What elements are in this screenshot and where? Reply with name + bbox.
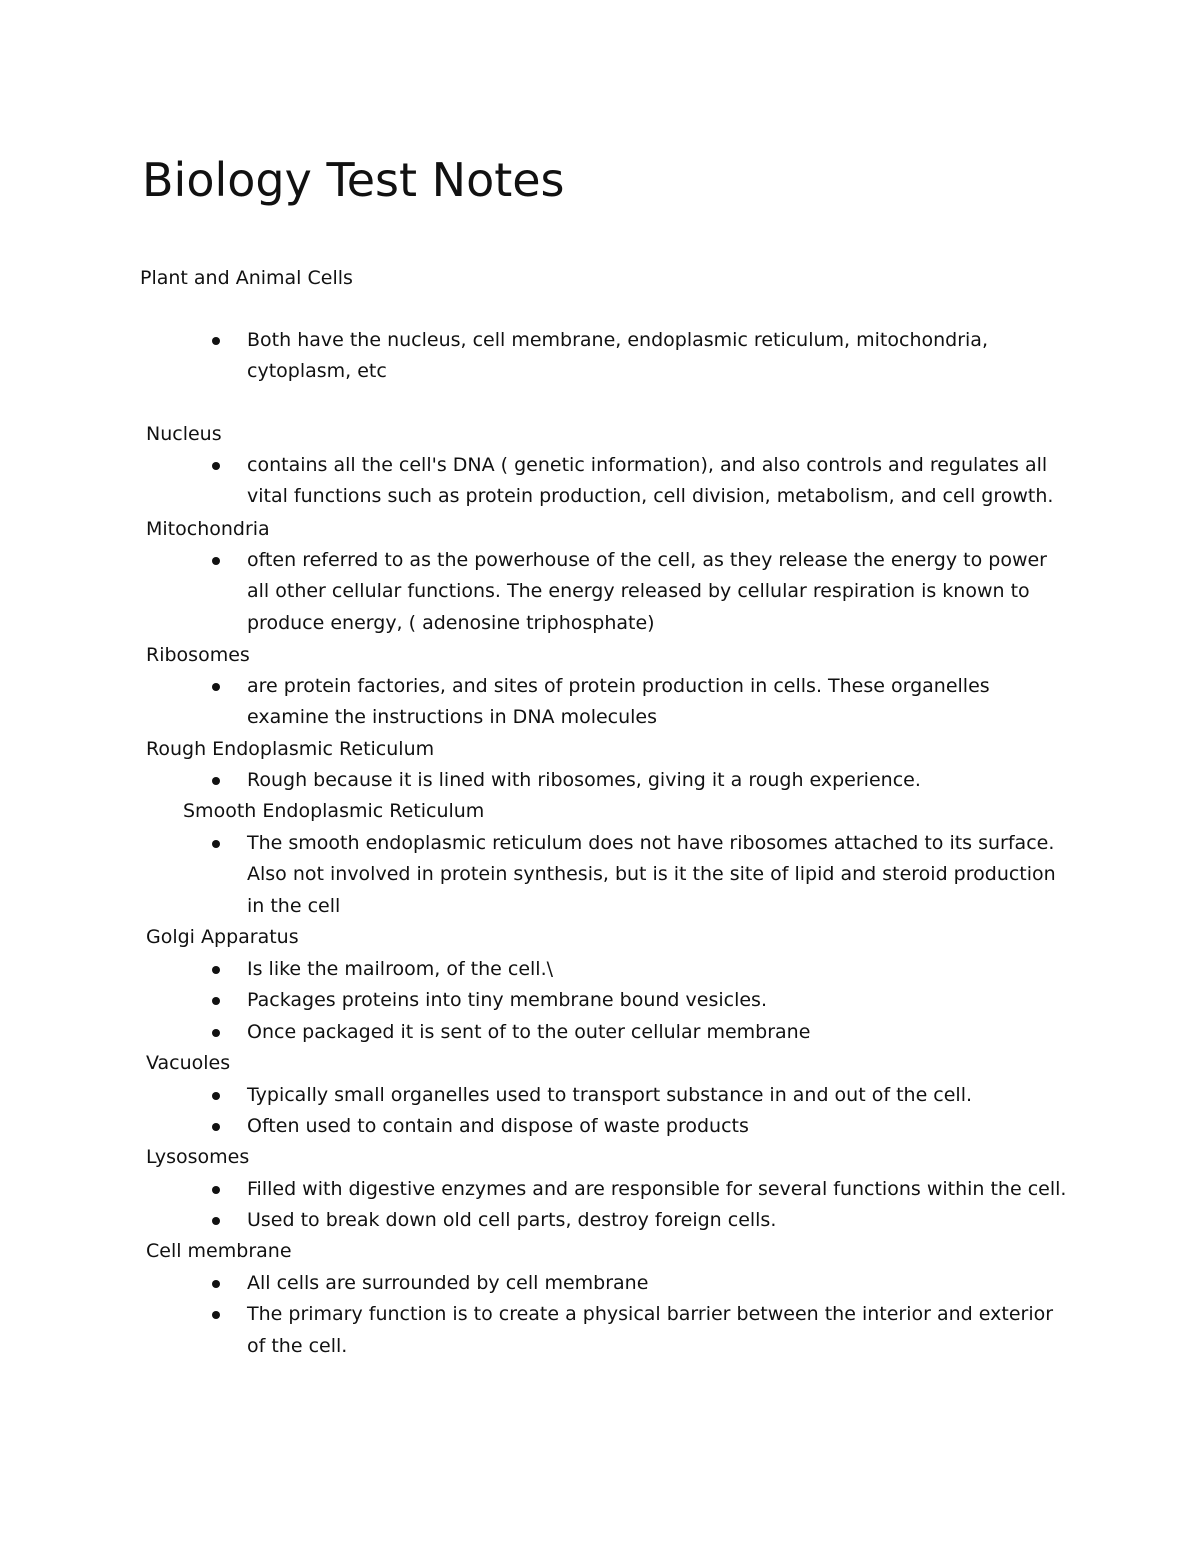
- bullet-list-golgi: [210, 954, 1070, 1048]
- bullet-icon: [212, 1123, 220, 1131]
- bullet-list-rough-er: [210, 765, 1070, 796]
- section-heading-vacuoles: Vacuoles: [146, 1052, 231, 1074]
- list-item: Filled with digestive enzymes and are responsible for several functions within the cell.: [210, 1174, 1070, 1205]
- bullet-icon: [212, 683, 220, 691]
- section-heading-smooth-er: Smooth Endoplasmic Reticulum: [183, 800, 485, 822]
- bullet-list-plant-animal-cells: [210, 325, 1070, 388]
- list-item: The smooth endoplasmic reticulum does not have ribosomes attached to its surface. Also not involved in protein synthesis, but is it the site of lipid and steroid production in the cell: [210, 828, 1070, 922]
- section-heading-lysosomes: Lysosomes: [146, 1146, 250, 1168]
- bullet-icon: [212, 1217, 220, 1225]
- bullet-list-smooth-er: [210, 828, 1070, 922]
- bullet-icon: [212, 840, 220, 848]
- list-item: often referred to as the powerhouse of the cell, as they release the energy to power all other cellular functions. The energy released by cellular respiration is known to produce energy, ( adenosine triphosphate): [210, 545, 1070, 639]
- bullet-icon: [212, 1311, 220, 1319]
- list-item: Both have the nucleus, cell membrane, endoplasmic reticulum, mitochondria, cytoplasm, etc: [210, 325, 1070, 388]
- list-item: Rough because it is lined with ribosomes, giving it a rough experience.: [210, 765, 1070, 796]
- list-item: Typically small organelles used to transport substance in and out of the cell.: [210, 1080, 1070, 1111]
- section-heading-plant-animal-cells: Plant and Animal Cells: [140, 267, 353, 289]
- bullet-list-lysosomes: [210, 1174, 1070, 1237]
- section-heading-golgi: Golgi Apparatus: [146, 926, 299, 948]
- list-item: are protein factories, and sites of protein production in cells. These organelles examine the instructions in DNA molecules: [210, 671, 1070, 734]
- list-item: The primary function is to create a physical barrier between the interior and exterior of the cell.: [210, 1299, 1070, 1362]
- bullet-icon: [212, 557, 220, 565]
- list-item: All cells are surrounded by cell membrane: [210, 1268, 1070, 1299]
- section-heading-rough-er: Rough Endoplasmic Reticulum: [146, 738, 435, 760]
- bullet-list-nucleus: [210, 450, 1070, 513]
- list-item: Used to break down old cell parts, destroy foreign cells.: [210, 1205, 1070, 1236]
- list-item: Once packaged it is sent of to the outer cellular membrane: [210, 1017, 1070, 1048]
- section-heading-ribosomes: Ribosomes: [146, 644, 250, 666]
- bullet-icon: [212, 997, 220, 1005]
- bullet-icon: [212, 1029, 220, 1037]
- bullet-icon: [212, 462, 220, 470]
- bullet-icon: [212, 1186, 220, 1194]
- bullet-icon: [212, 1092, 220, 1100]
- bullet-icon: [212, 337, 220, 345]
- section-heading-nucleus: Nucleus: [146, 423, 222, 445]
- section-heading-mitochondria: Mitochondria: [146, 518, 270, 540]
- bullet-list-vacuoles: [210, 1080, 1070, 1143]
- bullet-icon: [212, 1280, 220, 1288]
- list-item: Packages proteins into tiny membrane bound vesicles.: [210, 985, 1070, 1016]
- bullet-list-cell-membrane: [210, 1268, 1070, 1362]
- list-item: Often used to contain and dispose of waste products: [210, 1111, 1070, 1142]
- bullet-icon: [212, 777, 220, 785]
- bullet-icon: [212, 966, 220, 974]
- list-item: contains all the cell's DNA ( genetic information), and also controls and regulates all vital functions such as protein production, cell division, metabolism, and cell growth.: [210, 450, 1070, 513]
- bullet-list-ribosomes: [210, 671, 1070, 734]
- list-item: Is like the mailroom, of the cell.\: [210, 954, 1070, 985]
- page-title: Biology Test Notes: [142, 153, 565, 207]
- section-heading-cell-membrane: Cell membrane: [146, 1240, 292, 1262]
- bullet-list-mitochondria: [210, 545, 1070, 639]
